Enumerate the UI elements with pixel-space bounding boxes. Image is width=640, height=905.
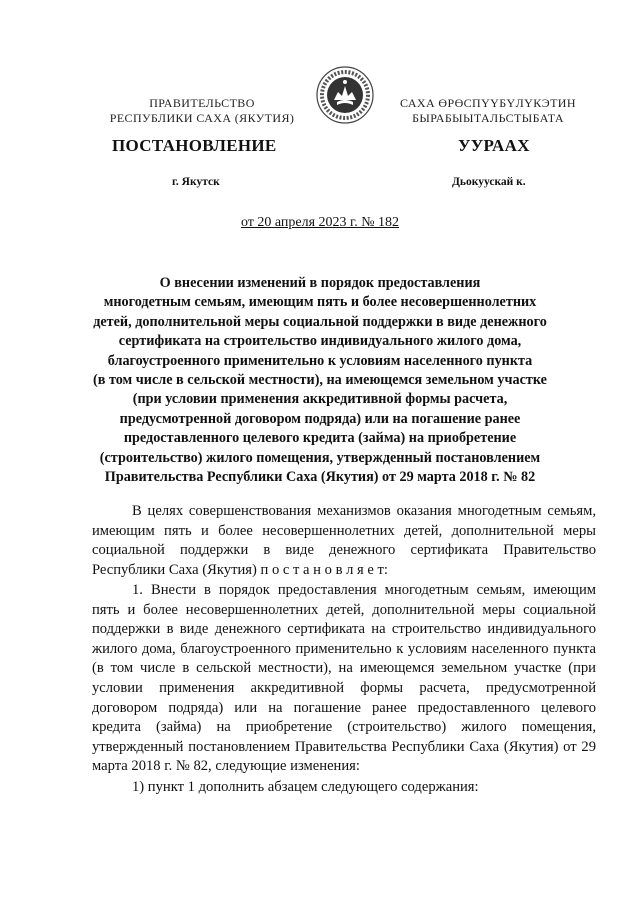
header-left-line1: ПРАВИТЕЛЬСТВО (149, 96, 255, 110)
city-ru: г. Якутск (172, 176, 220, 188)
title-line: (строительство) жилого помещения, утвержденный постановлением (99, 449, 541, 466)
subitem-1-paragraph: 1) пункт 1 дополнить абзацем следующего содержания: (132, 779, 479, 795)
header-right-org (378, 96, 598, 126)
intro-paragraph: В целях совершенствования механизмов оказания многодетным семьям, имеющим пять и более несовершеннолетних детей, дополнительной меры социальной поддержки в виде денежного сертификата Правительство Республики Саха (Якутия) п о с т а н о в л я е т: (92, 503, 596, 578)
title-line: (в том числе в сельской местности), на имеющемся земельном участке (93, 372, 547, 389)
title-line: предоставленного целевого кредита (займа) на приобретение (123, 430, 517, 447)
header-right-line1: САХА ӨРӨСПҮҮБҮЛҮКЭТИН (400, 96, 576, 110)
item-1-paragraph: 1. Внести в порядок предоставления многодетным семьям, имеющим пять и более несовершеннолетних детей, дополнительной меры социальной поддержки в виде денежного сертификата на строительство индивидуального жилого дома, благоустроенного применительно к условиям населенного пункта (в том числе в сельской местности), на имеющемся земельном участке (при условии применения аккредитивной формы расчета, предусмотренной договором подряда) или на погашение ранее предоставленного целевого кредита (займа) на приобретение (строительство) жилого помещения, утвержденный постановлением Правительства Республики Саха (Якутия) от 29 марта 2018 г. № 82, следующие изменения: (92, 582, 596, 775)
title-line: благоустроенного применительно к условиям населенного пункта (107, 352, 533, 369)
title-line: Правительства Республики Саха (Якутия) от 29 марта 2018 г. № 82 (104, 469, 536, 486)
city-sah: Дьокуускай к. (452, 176, 526, 188)
doc-type-ru: ПОСТАНОВЛЕНИЕ (112, 136, 277, 155)
header-right-line2: БЫРАБЫЫТАЛЬСТЫБАТА (412, 111, 564, 125)
title-line: предусмотренной договором подряда) или на погашение ранее (119, 410, 521, 427)
doc-type-sah: УУРААХ (458, 136, 530, 155)
header-left-org (96, 96, 308, 126)
title-line: сертификата на строительство индивидуального жилого дома, (118, 333, 522, 350)
title-line: О внесении изменений в порядок предоставления (159, 275, 481, 291)
title-line: многодетным семьям, имеющим пять и более несовершеннолетних (103, 294, 537, 311)
title-line: (при условии применения аккредитивной формы расчета, (132, 391, 508, 408)
document-date-number: от 20 апреля 2023 г. № 182 (240, 215, 400, 230)
header-left-line2: РЕСПУБЛИКИ САХА (ЯКУТИЯ) (109, 111, 295, 125)
sakha-coat-of-arms-icon (316, 66, 374, 129)
document-title (80, 274, 560, 487)
title-line: детей, дополнительной меры социальной поддержки в виде денежного (93, 313, 547, 330)
